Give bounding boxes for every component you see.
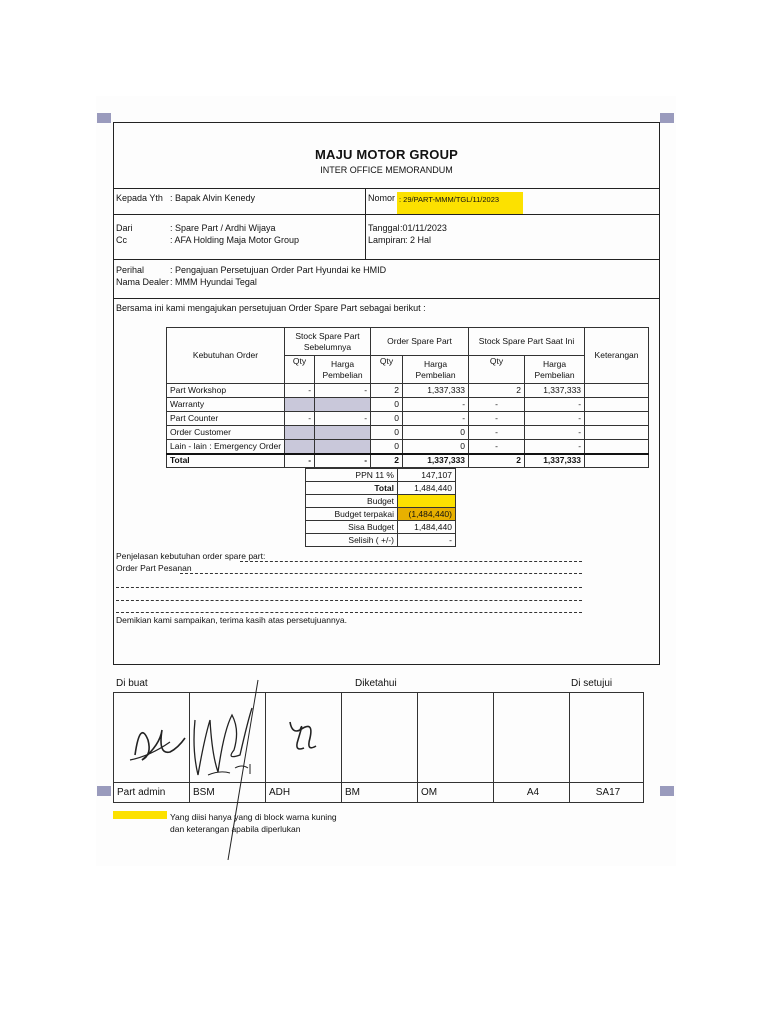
row-name: Part Counter [167, 412, 285, 426]
cell: 1,337,333 [403, 384, 469, 398]
intro-text: Bersama ini kami mengajukan persetujuan Order Spare Part sebagai berikut : [116, 303, 426, 313]
header-qty: Qty [469, 356, 525, 384]
row-name: Warranty [167, 398, 285, 412]
perihal-value: : Pengajuan Persetujuan Order Part Hyundai ke HMID [170, 265, 387, 275]
cell: - [525, 412, 585, 426]
role-label: A4 [494, 783, 570, 803]
yellow-legend-swatch [113, 811, 167, 819]
table-row [167, 384, 649, 398]
summary-label: Budget terpakai [306, 508, 398, 521]
signature-table [113, 692, 644, 803]
keterangan-cell [585, 426, 649, 440]
cell: - [403, 398, 469, 412]
header-qty: Qty [285, 356, 315, 384]
role-label: OM [418, 783, 494, 803]
cell: 1,337,333 [525, 384, 585, 398]
cell: 1,337,333 [525, 454, 585, 468]
total-row [167, 454, 649, 468]
keterangan-cell [585, 384, 649, 398]
cell: 2 [371, 384, 403, 398]
table-row [167, 412, 649, 426]
memo-header [114, 123, 659, 189]
table-row [167, 398, 649, 412]
role-label: ADH [266, 783, 342, 803]
summary-row [306, 521, 456, 534]
note-line2: dan keterangan apabila diperlukan [170, 824, 301, 834]
cell [285, 440, 315, 454]
role-label: BSM [190, 783, 266, 803]
cell [315, 440, 371, 454]
signature-box[interactable] [190, 693, 266, 783]
cell [285, 398, 315, 412]
cell: 0 [403, 426, 469, 440]
row-name: Order Customer [167, 426, 285, 440]
row-name: Total [167, 454, 285, 468]
note-line1: Yang diisi hanya yang di block warna kuning [170, 812, 337, 822]
lampiran-value: : 2 Hal [405, 235, 432, 245]
dealer-value: : MMM Hyundai Tegal [170, 277, 257, 287]
dashed-line [116, 600, 582, 601]
summary-table [305, 468, 456, 547]
cell: 2 [469, 454, 525, 468]
dashed-line [116, 587, 582, 588]
cell: - [525, 398, 585, 412]
penjelasan-text: Penjelasan kebutuhan order spare part: [116, 551, 266, 561]
signature-box[interactable] [266, 693, 342, 783]
keterangan-cell [585, 454, 649, 468]
summary-row [306, 482, 456, 495]
cell: 0 [403, 440, 469, 454]
header-harga: Harga Pembelian [525, 356, 585, 384]
tanggal-value: :01/11/2023 [400, 223, 447, 233]
divider [113, 298, 660, 299]
order-pesanan-text: Order Part Pesanan [116, 563, 192, 573]
summary-row [306, 534, 456, 547]
cell: 2 [371, 454, 403, 468]
header-harga: Harga Pembelian [403, 356, 469, 384]
header-qty: Qty [371, 356, 403, 384]
cell: 0 [371, 426, 403, 440]
summary-label: PPN 11 % [306, 469, 398, 482]
signature-box[interactable] [418, 693, 494, 783]
dashed-line [116, 612, 582, 613]
nomor-value: : 29/PART-MMM/TGL/11/2023 [399, 195, 500, 204]
divider [113, 259, 660, 260]
cell: - [285, 454, 315, 468]
signature-box[interactable] [114, 693, 190, 783]
summary-value: (1,484,440) [398, 508, 456, 521]
keterangan-cell [585, 412, 649, 426]
role-label: Part admin [114, 783, 190, 803]
dealer-label: Nama Dealer [116, 277, 170, 287]
dibuat-label: Di buat [116, 678, 148, 689]
cell: 1,337,333 [403, 454, 469, 468]
corner-mark [97, 113, 111, 123]
cell: - [285, 412, 315, 426]
summary-value: 1,484,440 [398, 482, 456, 495]
cell: - [403, 412, 469, 426]
diketahui-label: Diketahui [355, 678, 397, 689]
cell: 0 [371, 412, 403, 426]
dari-value: : Spare Part / Ardhi Wijaya [170, 223, 276, 233]
closing-text: Demikian kami sampaikan, terima kasih atas persetujuannya. [116, 615, 348, 625]
cc-label: Cc [116, 235, 127, 245]
summary-row [306, 495, 456, 508]
summary-value: 147,107 [398, 469, 456, 482]
memo-subtitle: INTER OFFICE MEMORANDUM [320, 165, 453, 175]
header-harga: Harga Pembelian [315, 356, 371, 384]
dari-label: Dari [116, 223, 133, 233]
cell [315, 426, 371, 440]
dashed-line [240, 561, 582, 562]
cell [285, 426, 315, 440]
perihal-label: Perihal [116, 265, 145, 275]
role-label: SA17 [570, 783, 644, 803]
cell: 0 [371, 440, 403, 454]
cc-value: : AFA Holding Maja Motor Group [170, 235, 300, 245]
tanggal-label: Tanggal [368, 223, 400, 233]
header-order: Order Spare Part [371, 328, 469, 356]
header-stock-now: Stock Spare Part Saat Ini [469, 328, 585, 356]
corner-mark [660, 786, 674, 796]
summary-row [306, 508, 456, 521]
corner-mark [97, 786, 111, 796]
summary-label: Budget [306, 495, 398, 508]
cell: - [315, 412, 371, 426]
cell: - [469, 412, 525, 426]
cell: - [469, 398, 525, 412]
keterangan-cell [585, 440, 649, 454]
cell: - [285, 384, 315, 398]
kepada-value: : Bapak Alvin Kenedy [170, 193, 256, 203]
summary-value: - [398, 534, 456, 547]
table-row [167, 440, 649, 454]
role-label: BM [342, 783, 418, 803]
row-name: Part Workshop [167, 384, 285, 398]
divider [113, 214, 660, 215]
divider [365, 189, 366, 259]
table-row [167, 426, 649, 440]
summary-row [306, 469, 456, 482]
row-name: Lain - lain : Emergency Order [167, 440, 285, 454]
summary-label: Total [306, 482, 398, 495]
nomor-label: Nomor [368, 193, 396, 203]
summary-label: Selisih ( +/-) [306, 534, 398, 547]
summary-label: Sisa Budget [306, 521, 398, 534]
cell: - [315, 384, 371, 398]
signature-box[interactable] [570, 693, 644, 783]
cell [315, 398, 371, 412]
disetujui-label: Di setujui [571, 678, 613, 689]
cell: - [315, 454, 371, 468]
dashed-line [180, 573, 582, 574]
cell: - [525, 426, 585, 440]
cell: 0 [371, 398, 403, 412]
cell: 2 [469, 384, 525, 398]
corner-mark [660, 113, 674, 123]
cell: - [469, 426, 525, 440]
keterangan-cell [585, 398, 649, 412]
kepada-label: Kepada Yth [116, 193, 163, 203]
summary-value: 1,484,440 [398, 521, 456, 534]
header-stock-prev: Stock Spare Part Sebelumnya [285, 328, 371, 356]
signature-box[interactable] [342, 693, 418, 783]
header-keterangan: Keterangan [585, 328, 649, 384]
lampiran-label: Lampiran [368, 235, 406, 245]
cell: - [525, 440, 585, 454]
budget-input[interactable] [398, 495, 456, 508]
order-table [166, 327, 649, 468]
cell: - [469, 440, 525, 454]
company-title: MAJU MOTOR GROUP [314, 147, 459, 162]
signature-box[interactable] [494, 693, 570, 783]
header-kebutuhan: Kebutuhan Order [167, 328, 285, 384]
